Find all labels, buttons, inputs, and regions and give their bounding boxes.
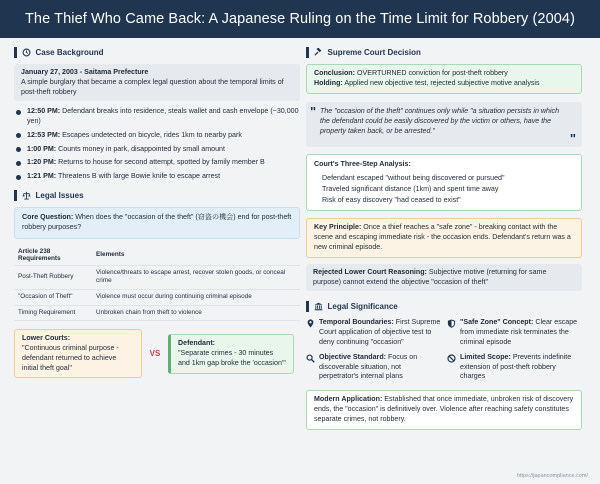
- timeline-dot: [16, 133, 21, 138]
- arguments-comparison: [14, 329, 300, 378]
- key-principle-label: Key Principle:: [314, 223, 362, 232]
- timeline-time: 1:21 PM:: [27, 172, 57, 181]
- timeline-dot: [16, 110, 21, 115]
- supreme-court-title: Supreme Court Decision: [327, 47, 421, 57]
- source-url: https://japancompliance.com/: [516, 473, 588, 479]
- significance-text: Clear escape from immediate risk terminates the criminal episode: [460, 318, 578, 346]
- timeline-item: [14, 107, 300, 127]
- gavel-icon: [314, 48, 323, 57]
- supreme-court-heading: [306, 46, 582, 58]
- defendant-text: "Separate crimes - 30 minutes and 1km gap broke the 'occasion'": [178, 348, 286, 367]
- significance-item: [447, 318, 582, 347]
- timeline-time: 12:53 PM:: [27, 130, 61, 139]
- significance-grid: [306, 318, 582, 382]
- table-cell: Post-Theft Robbery: [18, 272, 74, 280]
- significance-text: Prevents indefinite extension of post-theft robbery charges: [460, 352, 572, 381]
- timeline-time: 1:00 PM:: [27, 144, 57, 153]
- quote-text: The "occasion of the theft" continues only while "a situation persists in which the defendant could be easily discovered by the victim or others, have the property taken back, or be arrested.": [320, 106, 560, 135]
- timeline-time: 1:20 PM:: [27, 158, 57, 167]
- legal-issues-heading: [14, 189, 300, 201]
- timeline-item: [14, 172, 300, 182]
- lower-courts-text: "Continuous criminal purpose - defendant returned to achieve initial theft goal": [22, 343, 119, 372]
- significance-label: Objective Standard:: [319, 352, 387, 361]
- rejected-reasoning-box: [306, 264, 582, 292]
- table-header-requirements: Article 238 Requirements: [18, 247, 61, 262]
- quote-open-mark: ": [310, 103, 317, 119]
- heading-bar: [14, 190, 17, 201]
- search-icon: [306, 354, 315, 363]
- holding-line: [314, 79, 574, 89]
- timeline-dot: [16, 147, 21, 152]
- legal-issues-title: Legal Issues: [35, 190, 84, 200]
- case-timeline: [14, 107, 300, 182]
- case-intro-box: [14, 64, 300, 101]
- modern-application-box: [306, 390, 582, 430]
- case-date: January 27, 2003 - Saitama Prefecture: [21, 68, 149, 76]
- analysis-step: Traveled significant distance (1km) and spent time away: [322, 184, 499, 193]
- legal-significance-heading: [306, 300, 582, 312]
- significance-text: First Supreme Court application of objective test to deny continuing "occasion": [319, 318, 441, 346]
- timeline-text: Returns to house for second attempt, spotted by family member B: [58, 158, 265, 167]
- timeline-text: Counts money in park, disappointed by small amount: [58, 144, 225, 153]
- heading-bar: [14, 47, 17, 58]
- significance-label: "Safe Zone" Concept:: [460, 318, 534, 327]
- timeline-item: [14, 131, 300, 141]
- left-column: [14, 46, 300, 378]
- timeline-dot: [16, 161, 21, 166]
- table-cell: "Occasion of Theft": [18, 292, 73, 300]
- table-cell: Unbroken chain from theft to violence: [96, 308, 202, 316]
- conclusion-line: [314, 69, 574, 79]
- timeline-text: Threatens B with large Bowie knife to escape arrest: [58, 172, 221, 181]
- court-quote: [306, 102, 582, 147]
- table-cell: Timing Requirement: [18, 308, 76, 316]
- shield-icon: [447, 319, 456, 328]
- case-background-heading: [14, 46, 300, 58]
- case-intro: A simple burglary that became a complex legal question about the temporal limits of post-theft robbery: [21, 77, 284, 96]
- significance-item: [447, 353, 582, 382]
- analysis-heading: Court's Three-Step Analysis:: [314, 159, 411, 168]
- history-icon: [22, 48, 31, 57]
- heading-bar: [306, 47, 309, 58]
- key-principle-box: [306, 218, 582, 257]
- significance-item: [306, 353, 441, 382]
- table-header-row: [14, 245, 300, 266]
- lower-courts-box: [14, 329, 142, 378]
- versus-label: VS: [149, 349, 161, 359]
- holding-label: Holding:: [314, 78, 343, 87]
- lower-courts-label: Lower Courts:: [22, 334, 71, 343]
- key-principle-text: Once a thief reaches a "safe zone" - breaking contact with the scene and escaping immediate risk - the occasion ends. Defendant's return was a new criminal episode.: [314, 223, 571, 252]
- core-question-text: When does the "occasion of the theft" (窃盗の機会) end for post-theft robbery purposes?: [22, 213, 292, 231]
- scale-icon: [22, 191, 31, 200]
- analysis-step: Risk of easy discovery "had ceased to exist": [322, 195, 461, 204]
- ban-icon: [447, 354, 456, 363]
- timeline-text: Defendant breaks into residence, steals wallet and cash envelope (~30,000 yen): [27, 107, 299, 126]
- significance-label: Temporal Boundaries:: [319, 318, 394, 327]
- core-question-box: [14, 207, 300, 239]
- heading-bar: [306, 301, 309, 312]
- title-banner: [0, 0, 600, 38]
- modern-application-label: Modern Application:: [314, 395, 383, 404]
- quote-close-mark: ": [569, 131, 576, 147]
- analysis-list: [314, 173, 574, 206]
- significance-label: Limited Scope:: [460, 352, 511, 361]
- significance-item: [306, 318, 441, 347]
- conclusion-label: Conclusion:: [314, 69, 355, 77]
- significance-text: Focus on discoverable situation, not perpetrator's internal plans: [319, 352, 418, 381]
- article-238-table: [14, 245, 300, 322]
- timeline-item: [14, 158, 300, 168]
- rejected-text: Subjective motive (returning for same purpose) cannot extend the objective "occasion of theft": [313, 267, 547, 286]
- table-cell: Violence/threats to escape arrest, recover stolen goods, or conceal crime: [96, 268, 286, 285]
- legal-significance-title: Legal Significance: [327, 301, 398, 311]
- timeline-text: Escapes undetected on bicycle, rides 1km to nearby park: [62, 130, 242, 139]
- table-row: [14, 265, 300, 289]
- right-column: [306, 46, 582, 430]
- landmark-icon: [314, 302, 323, 311]
- core-question-label: Core Question:: [22, 213, 74, 222]
- conclusion-box: [306, 64, 582, 94]
- analysis-step: Defendant escaped "without being discovered or pursued": [322, 173, 505, 182]
- defendant-label: Defendant:: [178, 338, 216, 347]
- page-title: The Thief Who Came Back: A Japanese Ruling on the Time Limit for Robbery (2004): [24, 11, 576, 27]
- timeline-item: [14, 145, 300, 155]
- modern-application-text: Established that once immediate, unbroken risk of discovery ends, the "occasion" is definitively over. Violence after reaching safety constitutes separate crimes, not robbery.: [314, 395, 574, 423]
- table-header-elements: Elements: [96, 251, 125, 259]
- rejected-label: Rejected Lower Court Reasoning:: [313, 267, 427, 276]
- case-background-title: Case Background: [35, 47, 104, 57]
- pin-icon: [306, 319, 315, 328]
- three-step-analysis: [306, 154, 582, 212]
- timeline-dot: [16, 175, 21, 180]
- holding-text: Applied new objective test, rejected subjective motive analysis: [344, 78, 540, 87]
- conclusion-text: OVERTURNED conviction for post-theft robbery: [356, 69, 508, 77]
- table-row: [14, 305, 300, 321]
- defendant-box: [168, 334, 294, 374]
- table-cell: Violence must occur during continuing criminal episode: [96, 292, 252, 300]
- table-row: [14, 289, 300, 305]
- timeline-time: 12:50 PM:: [27, 107, 61, 116]
